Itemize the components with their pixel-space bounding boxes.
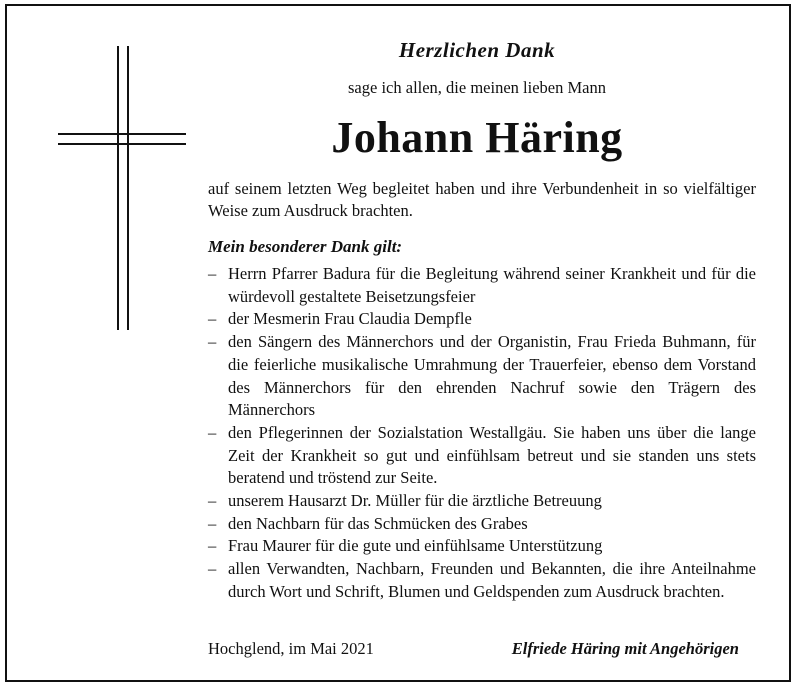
- thanks-heading: Mein besonderer Dank gilt:: [208, 237, 403, 256]
- list-item: – der Mesmerin Frau Claudia Dempfle: [208, 308, 756, 331]
- list-item: – den Pflegerinnen der Sozialstation Westallgäu. Sie haben uns über die lange Zeit der Krankheit so gut und einfühlsam betreut und sie standen uns stets beratend und tröstend zur Seite.: [208, 422, 756, 490]
- list-item: – den Sängern des Männerchors und der Organistin, Frau Frieda Buhmann, für die feierliche musikalische Umrahmung der Trauerfeier, ebenso dem Vorstand des Männerchors für den ehrenden Nachruf sowie den Trägern des Männerchors: [208, 331, 756, 422]
- list-item: – den Nachbarn für das Schmücken des Grabes: [208, 513, 756, 536]
- cross-horizontal-line-top: [58, 133, 186, 135]
- notice-frame: [5, 4, 791, 682]
- list-item: – unserem Hausarzt Dr. Müller für die ärztliche Betreuung: [208, 490, 756, 513]
- signature: Elfriede Häring mit Angehörigen: [511, 639, 739, 658]
- cross-horizontal-line-bottom: [58, 143, 186, 145]
- subline: sage ich allen, die meinen lieben Mann: [348, 78, 606, 97]
- thanks-list: [208, 263, 756, 604]
- list-item: – allen Verwandten, Nachbarn, Freunden und Bekannten, die ihre Anteilnahme durch Wort und Schrift, Blumen und Geldspenden zum Ausdruck brachten.: [208, 558, 756, 603]
- cross-vertical-line-right: [127, 46, 129, 330]
- place-date: Hochglend, im Mai 2021: [208, 639, 374, 658]
- list-item: – Frau Maurer für die gute und einfühlsame Unterstützung: [208, 535, 756, 558]
- cross-vertical-line-left: [117, 46, 119, 330]
- intro-text: auf seinem letzten Weg begleitet haben und ihre Verbundenheit in so vielfältiger Weise zum Ausdruck brachten.: [208, 179, 756, 220]
- list-item: – Herrn Pfarrer Badura für die Begleitung während seiner Krankheit und für die würdevoll gestaltete Beisetzungsfeier: [208, 263, 756, 308]
- deceased-name: Johann Häring: [331, 113, 623, 162]
- heading-thanks: Herzlichen Dank: [398, 38, 556, 62]
